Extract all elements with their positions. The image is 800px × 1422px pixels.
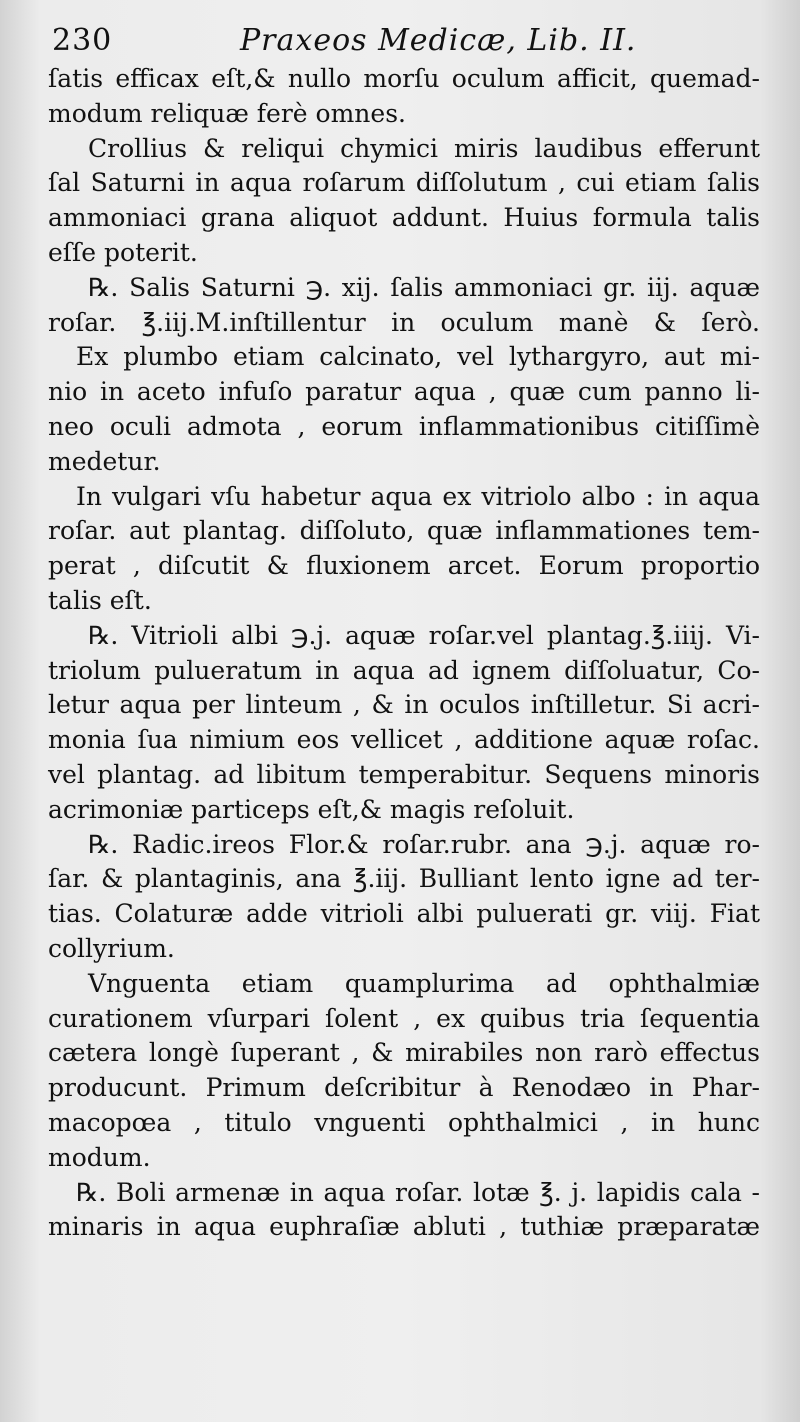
text-line: ammoniaci grana aliquot addunt. Huius formula talis — [48, 203, 760, 233]
text-line: collyrium. — [48, 933, 175, 963]
running-title: Praxeos Medicæ, Lib. II. — [240, 23, 637, 58]
recipe-line: ℞. Radic.ireos Flor.& roſar.rubr. ana ℈.j. aquæ ro- — [88, 829, 760, 859]
text-line: curationem vſurpari ſolent , ex quibus tria ſequentia — [48, 1003, 760, 1033]
recipe-line: ℞. Boli armenæ in aqua roſar. lotæ ℥. j. lapidis cala - — [76, 1177, 760, 1207]
text-line: Vnguenta etiam quamplurima ad ophthalmiæ — [88, 968, 760, 998]
text-line: roſar. ℥.iij.M.inſtillentur in oculum manè & ſerò. — [48, 307, 760, 337]
text-line: letur aqua per linteum , & in oculos inſtilletur. Si acri- — [48, 690, 760, 720]
text-line: Ex plumbo etiam calcinato, vel lythargyro, aut mi- — [76, 342, 760, 372]
text-line: perat , diſcutit & fluxionem arcet. Eorum proportio — [48, 551, 760, 581]
text-line: tias. Colaturæ adde vitrioli albi puluerati gr. viij. Fiat — [48, 899, 760, 929]
text-line: modum. — [48, 1142, 151, 1172]
text-line: In vulgari vſu habetur aqua ex vitriolo albo : in aqua — [76, 481, 760, 511]
text-line: minaris in aqua euphraſiæ abluti , tuthiæ præparatæ — [48, 1212, 760, 1242]
text-line: talis eſt. — [48, 585, 152, 615]
text-line: ſal Saturni in aqua roſarum diſſolutum , cui etiam ſalis — [48, 168, 760, 198]
recipe-line: ℞. Vitrioli albi ℈.j. aquæ roſar.vel plantag.℥.iiij. Vi- — [88, 620, 760, 650]
text-line: ſar. & plantaginis, ana ℥.iij. Bulliant lento igne ad ter- — [48, 864, 760, 894]
text-line: macopœa , titulo vnguenti ophthalmici , in hunc — [48, 1107, 760, 1137]
text-body — [48, 62, 760, 1245]
page-number: 230 — [52, 23, 113, 58]
text-line: producunt. Primum deſcribitur à Renodæo in Phar- — [48, 1073, 760, 1103]
text-line: Crollius & reliqui chymici miris laudibus efferunt — [88, 133, 760, 163]
recipe-line: ℞. Salis Saturni ℈. xij. ſalis ammoniaci gr. iij. aquæ — [88, 272, 760, 302]
text-line: vel plantag. ad libitum temperabitur. Sequens minoris — [48, 759, 760, 789]
text-line: eſſe poterit. — [48, 237, 198, 267]
text-line: ſatis efficax eſt,& nullo morſu oculum afficit, quemad- — [48, 64, 760, 93]
text-line: acrimoniæ particeps eſt,& magis reſoluit. — [48, 794, 575, 824]
running-header — [52, 18, 762, 64]
text-line: modum reliquæ ferè omnes. — [48, 98, 406, 128]
text-line: cætera longè ſuperant , & mirabiles non rarò effectus — [48, 1038, 760, 1068]
text-line: nio in aceto infuſo paratur aqua , quæ cum panno li- — [48, 377, 760, 407]
text-line: triolum pulueratum in aqua ad ignem diſſoluatur, Co- — [48, 655, 760, 685]
text-line: medetur. — [48, 446, 161, 476]
text-line: neo oculi admota , eorum inflammationibus citiſſimè — [48, 411, 760, 441]
text-line: roſar. aut plantag. diſſoluto, quæ inflammationes tem- — [48, 516, 760, 546]
text-line: monia ſua nimium eos vellicet , additione aquæ roſac. — [48, 725, 760, 755]
